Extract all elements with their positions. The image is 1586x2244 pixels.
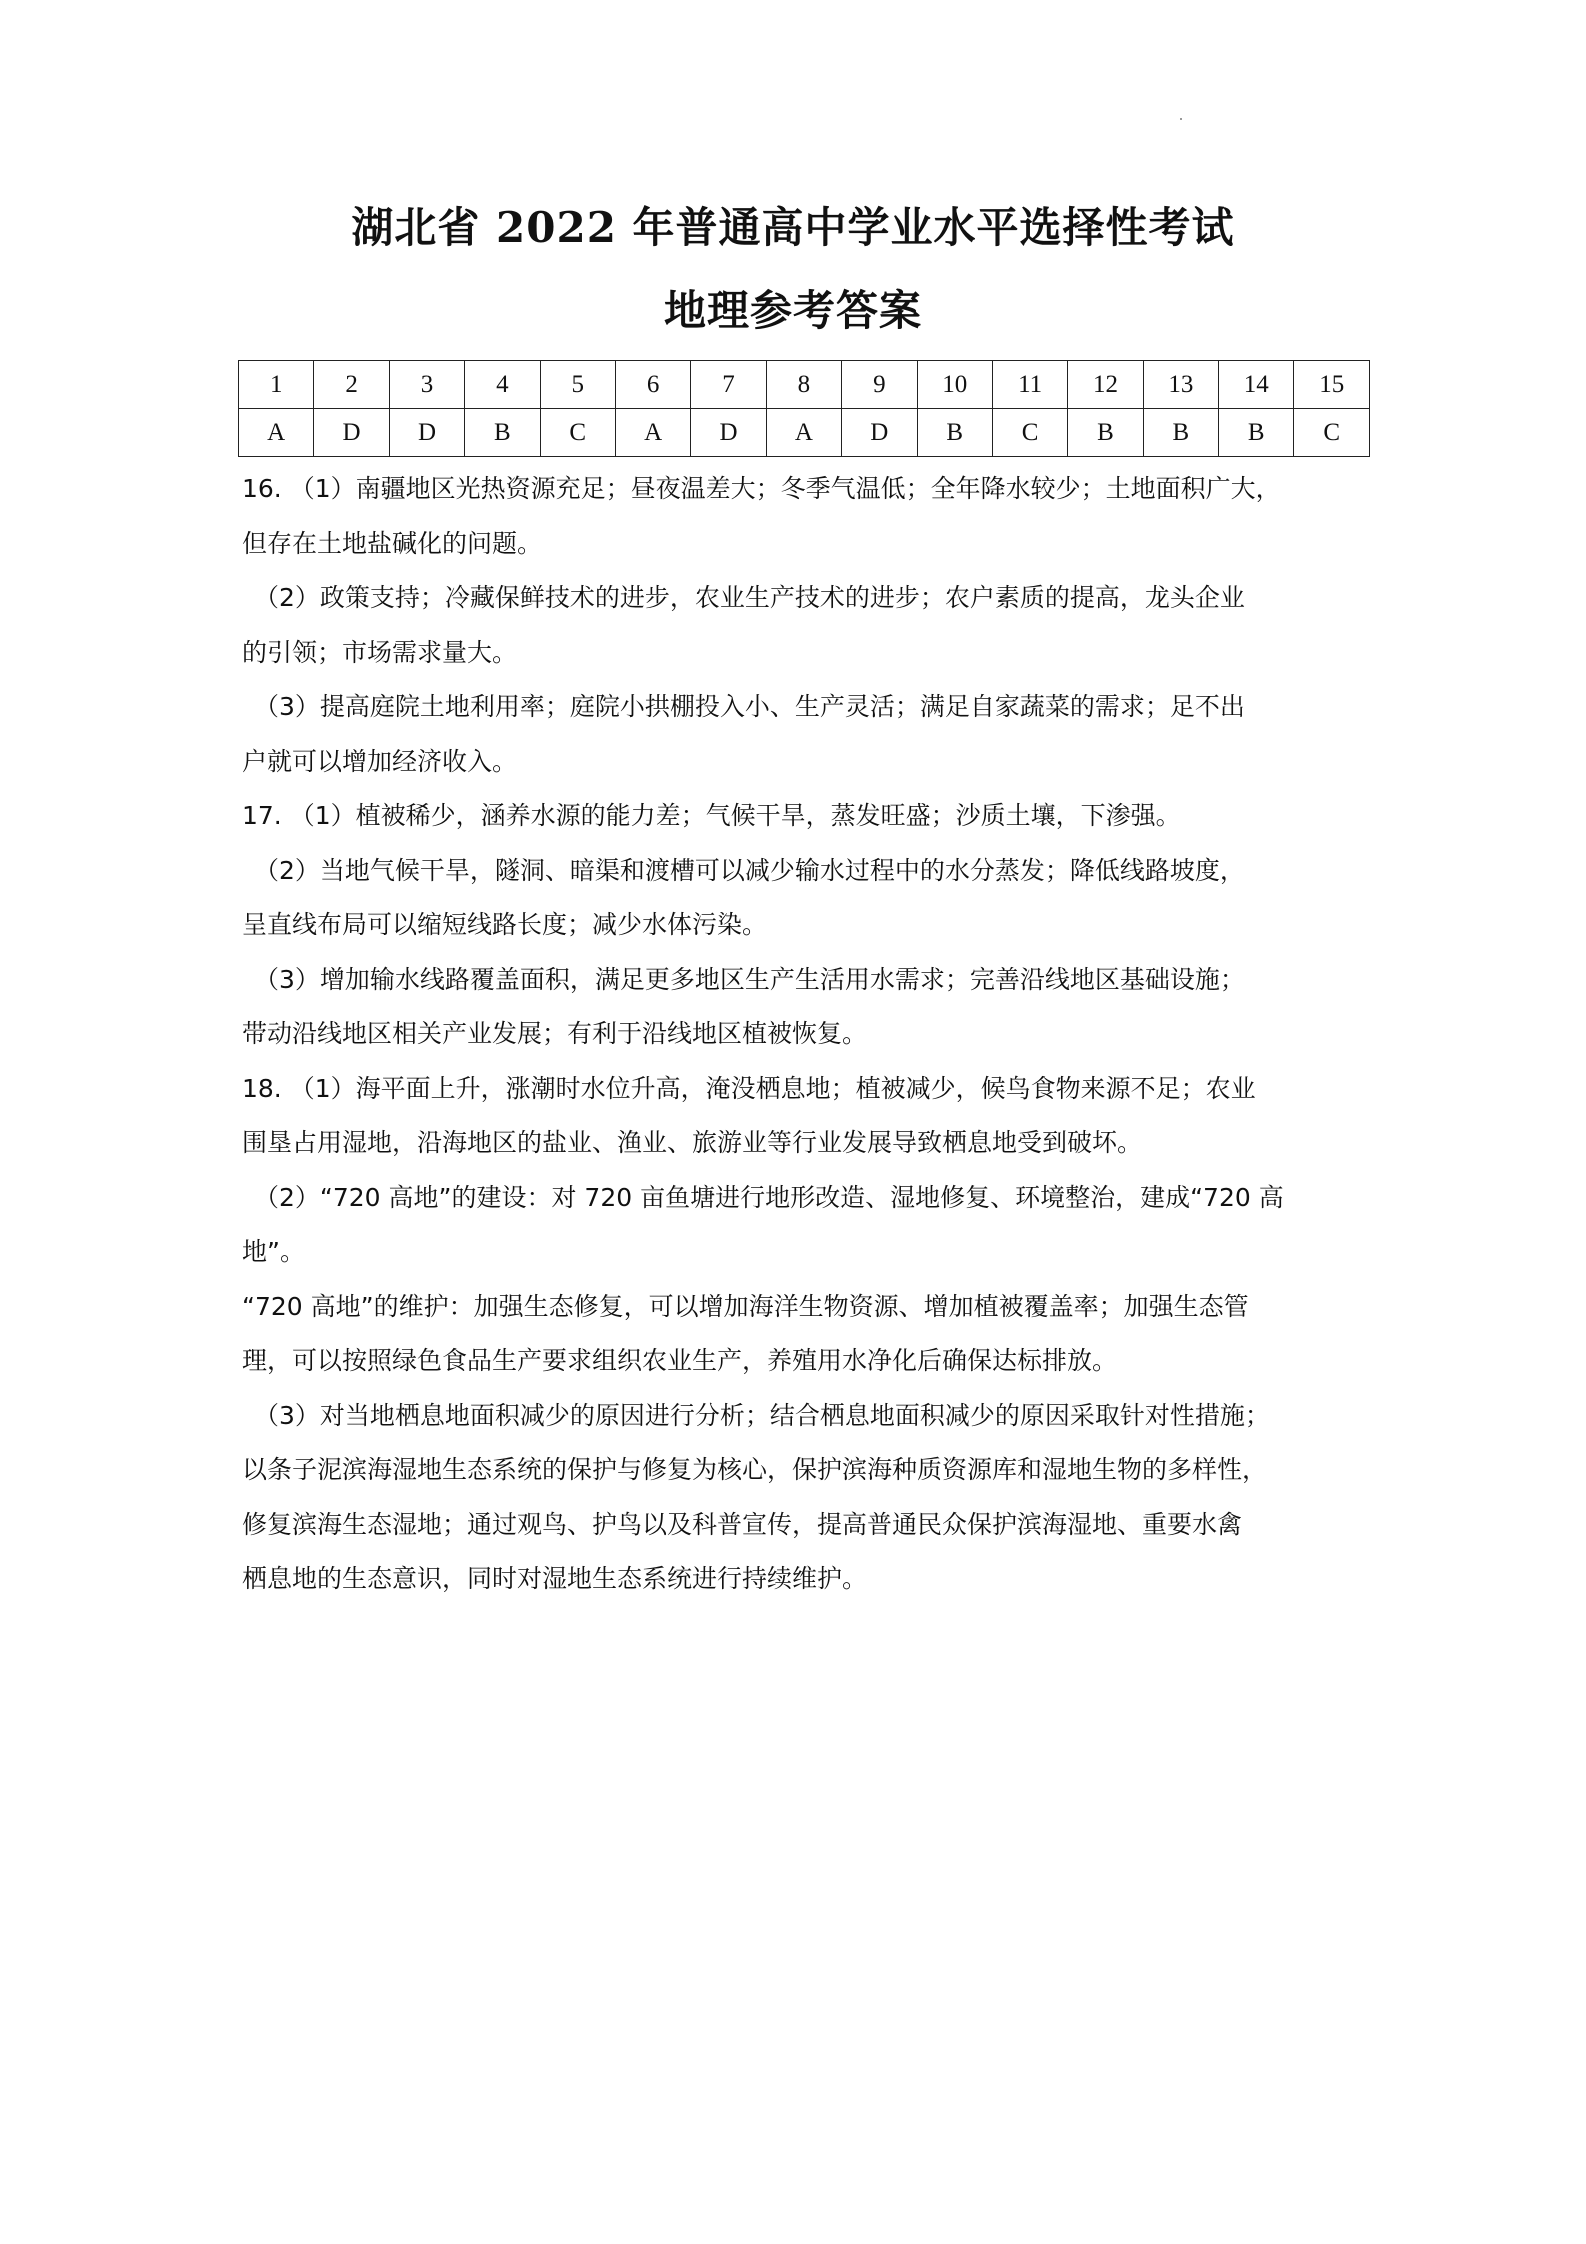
question-number-cell: 9 (842, 361, 917, 409)
answer-cell: B (1068, 409, 1143, 457)
answer-line: 地”。 (242, 1237, 305, 1266)
answer-line: 呈直线布局可以缩短线路长度；减少水体污染。 (242, 910, 768, 939)
answer-cell: A (239, 409, 314, 457)
answer-line: （2）“720 高地”的建设：对 720 亩鱼塘进行地形改造、湿地修复、环境整治，建成“720 高 (254, 1182, 1284, 1212)
answer-line: 栖息地的生态意识，同时对湿地生态系统进行持续维护。 (242, 1564, 868, 1593)
answer-line: 以条子泥滨海湿地生态系统的保护与修复为核心，保护滨海种质资源库和湿地生物的多样性， (242, 1455, 1268, 1484)
answer-table (238, 360, 1370, 457)
question-number-cell: 6 (615, 361, 690, 409)
answer-line: （3）增加输水线路覆盖面积，满足更多地区生产生活用水需求；完善沿线地区基础设施； (254, 964, 1245, 994)
answer-line: 18. （1）海平面上升，涨潮时水位升高，淹没栖息地；植被减少，候鸟食物来源不足；农业 (242, 1073, 1256, 1103)
answer-row (239, 409, 1370, 457)
answer-cell: B (1143, 409, 1218, 457)
answer-line: 但存在土地盐碱化的问题。 (242, 528, 543, 558)
question-number-cell: 1 (239, 361, 314, 409)
answer-cell: D (691, 409, 766, 457)
question-number-cell: 4 (465, 361, 540, 409)
question-number-cell: 8 (766, 361, 841, 409)
answer-line: 修复滨海生态湿地；通过观鸟、护鸟以及科普宣传，提高普通民众保护滨海湿地、重要水禽 (242, 1509, 1243, 1539)
answer-cell: D (389, 409, 464, 457)
question-number-cell: 5 (540, 361, 615, 409)
answer-line: 户就可以增加经济收入。 (242, 746, 518, 776)
question-number-cell: 12 (1068, 361, 1143, 409)
answer-line: （2）政策支持；冷藏保鲜技术的进步，农业生产技术的进步；农户素质的提高，龙头企业 (254, 583, 1245, 612)
answer-cell: A (615, 409, 690, 457)
answer-cell: B (917, 409, 992, 457)
question-number-cell: 14 (1219, 361, 1294, 409)
answer-line: 17. （1）植被稀少，涵养水源的能力差；气候干旱，蒸发旺盛；沙质土壤，下渗强。 (242, 801, 1181, 830)
scan-speck (1180, 118, 1182, 120)
question-number-cell: 7 (691, 361, 766, 409)
answer-line: （3）提高庭院土地利用率；庭院小拱棚投入小、生产灵活；满足自家蔬菜的需求；足不出 (254, 692, 1245, 721)
answer-line: （2）当地气候干旱，隧洞、暗渠和渡槽可以减少输水过程中的水分蒸发；降低线路坡度， (254, 855, 1245, 885)
question-number-cell: 3 (389, 361, 464, 409)
question-number-cell: 2 (314, 361, 389, 409)
answer-cell: D (842, 409, 917, 457)
answer-line: 16. （1）南疆地区光热资源充足；昼夜温差大；冬季气温低；全年降水较少；土地面积广大， (242, 474, 1281, 503)
question-number-cell: 11 (992, 361, 1067, 409)
answer-cell: B (1219, 409, 1294, 457)
answer-explanations (242, 462, 1362, 1607)
page-title: 湖北省 2022 年普通高中学业水平选择性考试 (351, 203, 1235, 252)
answer-line: 带动沿线地区相关产业发展；有利于沿线地区植被恢复。 (242, 1019, 868, 1048)
question-number-cell: 15 (1294, 361, 1370, 409)
answer-line: 围垦占用湿地，沿海地区的盐业、渔业、旅游业等行业发展导致栖息地受到破坏。 (242, 1128, 1143, 1157)
answer-cell: A (766, 409, 841, 457)
question-number-row (239, 361, 1370, 409)
answer-line: （3）对当地栖息地面积减少的原因进行分析；结合栖息地面积减少的原因采取针对性措施； (254, 1400, 1270, 1430)
answer-cell: C (1294, 409, 1370, 457)
answer-line: “720 高地”的维护：加强生态修复，可以增加海洋生物资源、增加植被覆盖率；加强生态管 (242, 1291, 1249, 1321)
answer-cell: C (540, 409, 615, 457)
answer-cell: B (465, 409, 540, 457)
page-subtitle: 地理参考答案 (663, 286, 922, 335)
answer-cell: D (314, 409, 389, 457)
answer-cell: C (992, 409, 1067, 457)
answer-line: 理，可以按照绿色食品生产要求组织农业生产，养殖用水净化后确保达标排放。 (242, 1346, 1118, 1375)
answer-line: 的引领；市场需求量大。 (242, 637, 518, 667)
question-number-cell: 10 (917, 361, 992, 409)
question-number-cell: 13 (1143, 361, 1218, 409)
